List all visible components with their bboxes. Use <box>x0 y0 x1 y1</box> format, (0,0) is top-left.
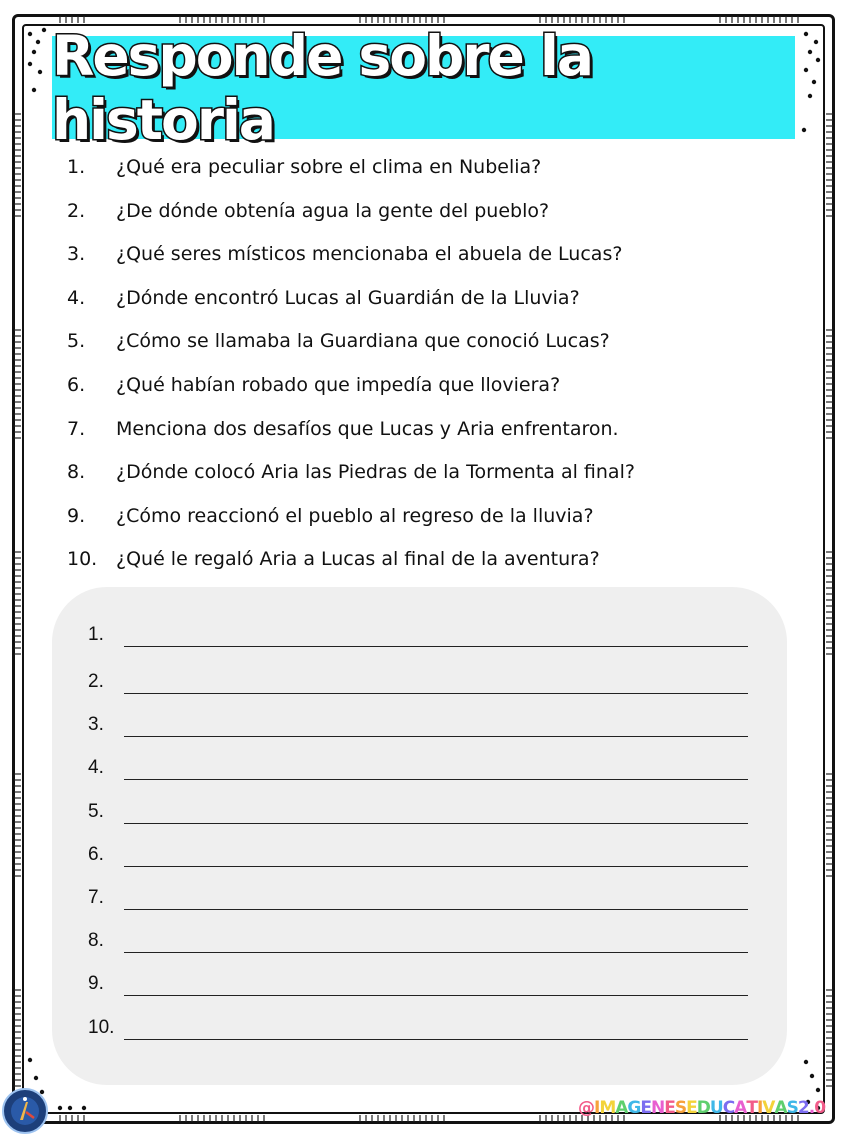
watermark-letter: G <box>627 1098 641 1118</box>
decor-dot <box>28 1058 32 1062</box>
question-text: ¿Dónde colocó Aria las Piedras de la Tormenta al final? <box>116 461 635 484</box>
watermark-letter: I <box>594 1098 600 1118</box>
watermark-letter: N <box>651 1098 665 1118</box>
answer-number: 3. <box>88 714 104 735</box>
watermark-letter: I <box>756 1098 763 1118</box>
decor-dot <box>810 1074 814 1078</box>
watermark-letter: 0 <box>814 1098 826 1118</box>
answer-number: 6. <box>88 844 104 865</box>
question-number: 2. <box>67 199 86 222</box>
answer-number: 7. <box>88 887 104 908</box>
watermark-letter: E <box>640 1098 652 1118</box>
question-text: ¿Dónde encontró Lucas al Guardián de la Lluvia? <box>116 286 580 309</box>
question-number: 8. <box>67 461 86 484</box>
decor-dot <box>814 40 818 44</box>
watermark-letter: V <box>762 1098 775 1118</box>
question-number: 6. <box>67 374 86 396</box>
decor-dot <box>816 1088 820 1092</box>
watermark-letter: S <box>786 1098 798 1118</box>
decor-dot <box>36 40 40 44</box>
decor-dot <box>804 68 808 72</box>
watermark-letter: . <box>808 1098 815 1118</box>
logo-figure-icon <box>4 1090 46 1132</box>
answer-number: 1. <box>88 624 104 645</box>
question-text: ¿Cómo se llamaba la Guardiana que conoció Lucas? <box>116 330 610 353</box>
decor-dot <box>804 32 808 36</box>
decor-dot <box>28 62 32 66</box>
watermark-letter: A <box>774 1098 787 1118</box>
decor-dot <box>42 28 46 32</box>
question-number: 5. <box>67 330 86 353</box>
question-text: ¿Cómo reaccionó el pueblo al regreso de la lluvia? <box>116 504 594 527</box>
question-text: Menciona dos desafíos que Lucas y Aria enfrentaron. <box>116 417 619 440</box>
watermark-letter: A <box>615 1098 628 1118</box>
decor-dot <box>32 88 36 92</box>
watermark <box>578 1095 826 1121</box>
decor-dot <box>68 1106 72 1110</box>
decor-dot <box>802 128 806 132</box>
page-title: Responde sobre la historia <box>52 23 592 152</box>
question-number: 7. <box>67 417 86 440</box>
watermark-letter: 2 <box>797 1098 809 1118</box>
watermark-letter: M <box>599 1098 616 1118</box>
decor-dot <box>34 1076 38 1080</box>
watermark-letter: @ <box>578 1098 594 1118</box>
decor-dot <box>804 1060 808 1064</box>
watermark-letter: E <box>686 1098 697 1118</box>
answer-number: 2. <box>88 671 104 692</box>
decor-dot <box>808 94 812 98</box>
question-number: 10. <box>67 548 98 571</box>
question-number: 4. <box>67 286 86 309</box>
decor-dot <box>32 50 36 54</box>
watermark-letter: D <box>696 1098 710 1118</box>
answer-number: 4. <box>88 757 104 778</box>
question-number: 1. <box>67 156 86 178</box>
answer-number: 9. <box>88 973 104 994</box>
decor-dot <box>38 70 42 74</box>
question-number: 3. <box>67 243 86 266</box>
watermark-letter: S <box>674 1098 687 1118</box>
watermark-letter: T <box>746 1098 757 1118</box>
decor-dot <box>808 50 812 54</box>
decor-dot <box>28 32 32 36</box>
decor-dot <box>816 58 820 62</box>
question-text: ¿Qué seres místicos mencionaba el abuela de Lucas? <box>116 243 623 266</box>
answer-number: 8. <box>88 930 104 951</box>
logo-icon <box>2 1088 48 1134</box>
watermark-letter: C <box>722 1098 735 1118</box>
watermark-letter: U <box>709 1098 723 1118</box>
question-number: 9. <box>67 504 86 527</box>
decor-dot <box>58 1106 62 1110</box>
question-text: ¿Qué le regaló Aria a Lucas al final de la aventura? <box>116 548 600 571</box>
answer-number: 5. <box>88 801 104 822</box>
watermark-letter: A <box>734 1098 747 1118</box>
question-text: ¿Qué era peculiar sobre el clima en Nubelia? <box>116 156 542 178</box>
decor-dot <box>82 1106 86 1110</box>
question-text: ¿Qué habían robado que impedía que lloviera? <box>116 374 561 396</box>
decor-dot <box>812 80 816 84</box>
question-text: ¿De dónde obtenía agua la gente del pueblo? <box>116 199 550 222</box>
watermark-letter: E <box>664 1098 675 1118</box>
answer-number: 10. <box>88 1017 115 1038</box>
